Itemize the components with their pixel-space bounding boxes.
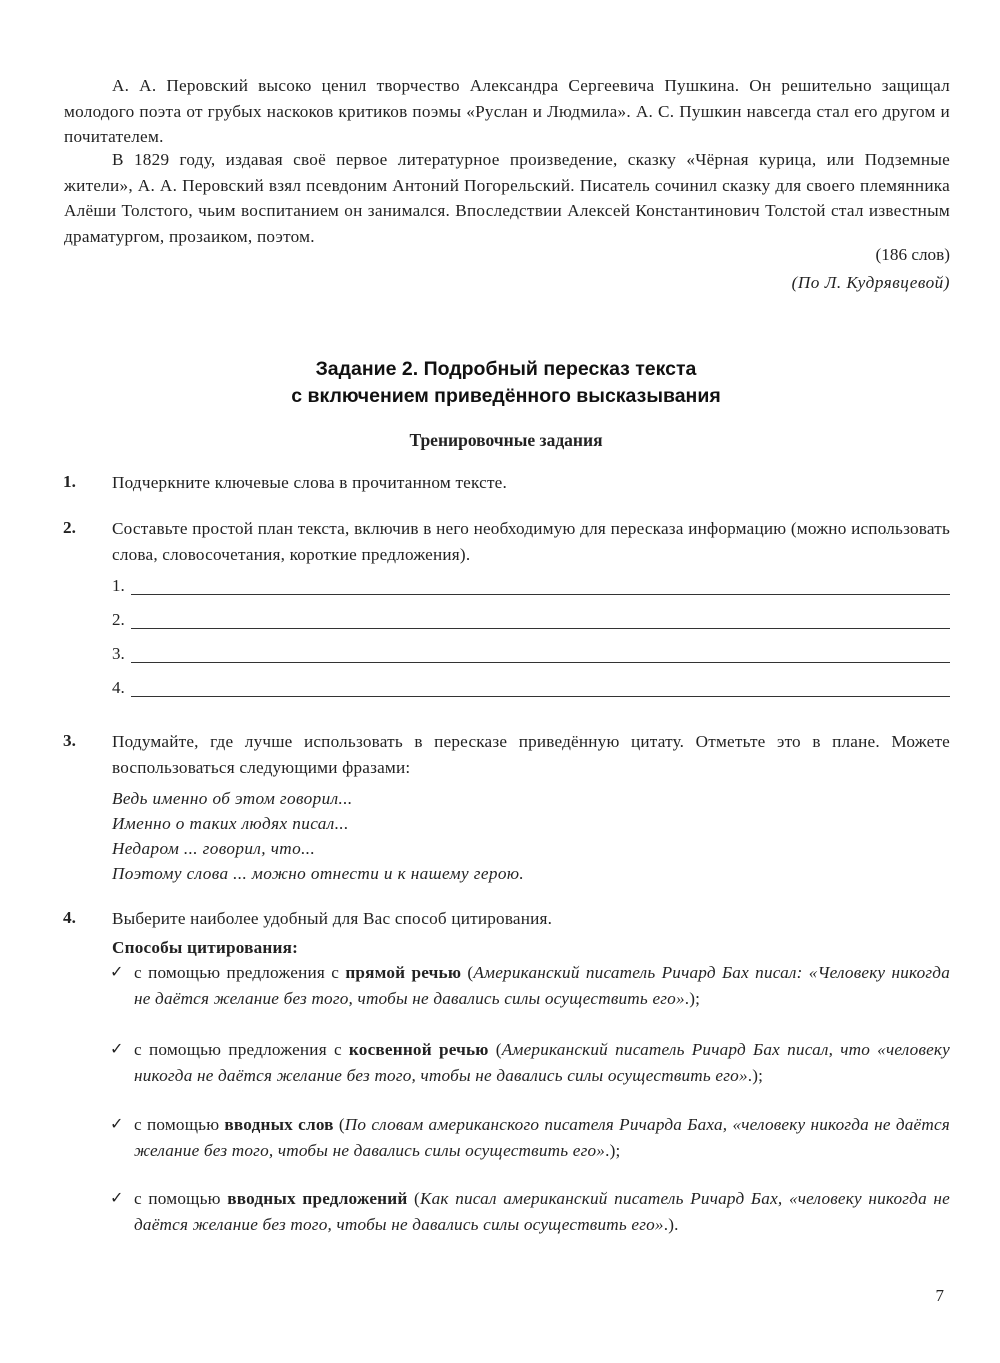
method-1-term: прямой речью [345, 963, 462, 982]
phrase-1: Ведь именно об этом говорил... [112, 789, 353, 808]
task-2-text: Составьте простой план текста, включив в него необходимую для пересказа информацию (можно использовать слова, словосочетания, короткие предложения). [112, 519, 950, 564]
source-attribution: (По Л. Кудрявцевой) [791, 273, 950, 292]
method-3-close: .); [605, 1140, 621, 1160]
plan-line-4[interactable] [112, 678, 950, 702]
method-item-4 [134, 1186, 950, 1237]
check-icon: ✓ [110, 1041, 124, 1058]
method-item-3 [134, 1112, 950, 1163]
page-number: 7 [935, 1286, 944, 1305]
method-4-open: ( [407, 1189, 420, 1208]
phrase-4: Поэтому слова ... можно отнести и к нашему герою. [112, 864, 525, 883]
task-2-number: 2. [63, 518, 76, 537]
plan-line-4-label: 4. [112, 678, 125, 697]
method-2-close: .); [747, 1065, 764, 1085]
method-1-close: .); [684, 988, 701, 1008]
plan-line-3[interactable] [112, 644, 950, 668]
word-count: (186 слов) [875, 245, 950, 264]
check-icon: ✓ [110, 1190, 124, 1207]
plan-line-2[interactable] [112, 610, 950, 634]
intro-paragraph-1 [64, 73, 950, 150]
method-2-term: косвенной речью [348, 1040, 489, 1059]
methods-title: Способы цитирования: [112, 938, 299, 957]
section-subtitle: Тренировочные задания [409, 430, 603, 450]
method-3-open: ( [333, 1115, 345, 1134]
check-icon: ✓ [110, 964, 124, 981]
method-1-example: Американский писатель Ричард Бах писал: «Человеку никогда не даётся желание без того, чтобы не давались силы осуществить его» [134, 963, 950, 1008]
method-4-example: Как писал американский писатель Ричард Бах, «человеку никогда не даётся желание без того, чтобы не давались силы осуществить его» [134, 1189, 950, 1234]
task-4-text: Выберите наиболее удобный для Вас способ цитирования. [112, 909, 553, 928]
section-title-line-1: Задание 2. Подробный пересказ текста [315, 358, 697, 380]
intro-paragraph-1-text: А. А. Перовский высоко ценил творчество Александра Сергеевича Пушкина. Он решительно защищал молодого поэта от грубых наскоков критиков поэмы «Руслан и Людмила». А. С. Пушкин навсегда стал его другом и почитателем. [64, 76, 950, 147]
method-item-1 [134, 960, 950, 1011]
phrase-2: Именно о таких людях писал... [112, 814, 349, 833]
method-4-close: .). [663, 1214, 679, 1234]
section-title-line-2: с включением приведённого высказывания [291, 385, 721, 407]
method-2-pre: с помощью предложения с [134, 1040, 349, 1059]
plan-line-1-label: 1. [112, 576, 125, 595]
task-1-number: 1. [63, 472, 76, 491]
phrase-3: Недаром ... говорил, что... [112, 839, 316, 858]
task-3-number: 3. [63, 731, 76, 750]
method-2-open: ( [488, 1040, 502, 1059]
intro-paragraph-2-text: В 1829 году, издавая своё первое литературное произведение, сказку «Чёрная курица, или Подземные жители», А. А. Перовский взял псевдоним Антоний Погорельский. Писатель сочинил сказку для своего племянника Алёши Толстого, чьим воспитанием он занимался. Впоследствии Алексей Константинович Толстой стал известным драматургом, прозаиком, поэтом. [64, 150, 950, 246]
method-4-term: вводных предложений [227, 1189, 408, 1208]
check-icon: ✓ [110, 1116, 124, 1133]
method-3-example: По словам американского писателя Ричарда Баха, «человеку никогда не даётся желание без того, чтобы не давались силы осуществить его» [134, 1115, 950, 1160]
method-1-open: ( [461, 963, 474, 982]
method-3-term: вводных слов [224, 1115, 334, 1134]
task-3-text: Подумайте, где лучше использовать в пересказе приведённую цитату. Отметьте это в плане. Можете воспользоваться следующими фразами: [112, 732, 950, 777]
method-2-example: Американский писатель Ричард Бах писал, что «человеку никогда не даётся желание без того, чтобы не давались силы осуществить его» [134, 1040, 950, 1085]
plan-line-1[interactable] [112, 576, 950, 600]
plan-line-2-label: 2. [112, 610, 125, 629]
intro-paragraph-2 [64, 147, 950, 249]
task-1-text: Подчеркните ключевые слова в прочитанном тексте. [112, 473, 507, 492]
method-1-pre: с помощью предложения с [134, 963, 346, 982]
method-item-2 [134, 1037, 950, 1088]
task-4-number: 4. [63, 908, 76, 927]
method-4-pre: с помощью [134, 1189, 228, 1208]
method-3-pre: с помощью [134, 1115, 225, 1134]
plan-line-3-label: 3. [112, 644, 125, 663]
